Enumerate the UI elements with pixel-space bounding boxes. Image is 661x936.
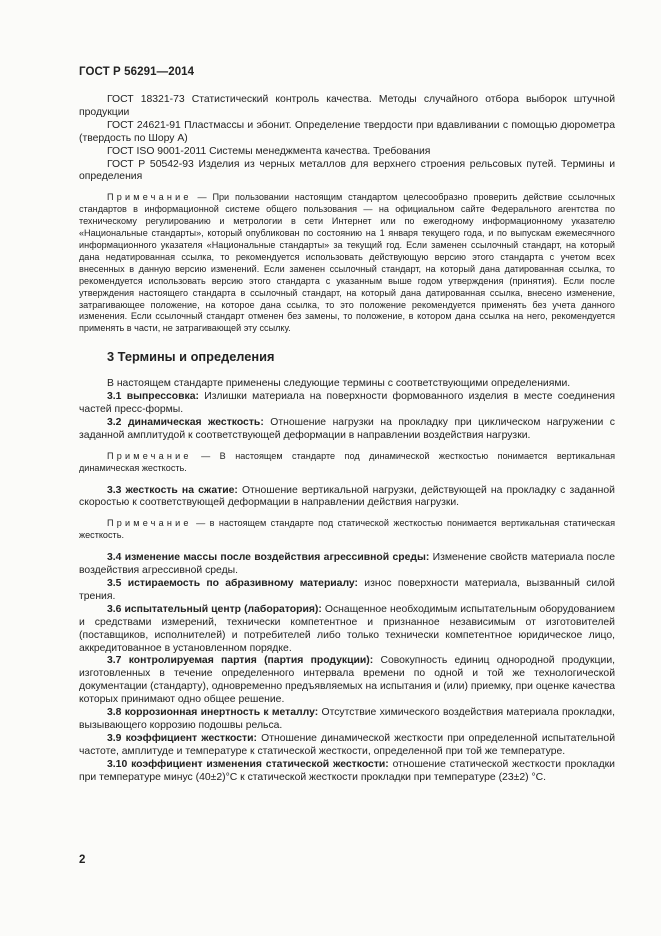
reference-item: ГОСТ 24621-91 Пластмассы и эбонит. Определение твердости при вдавливании с помощью дюрометра (твердость по Шору А) <box>79 119 615 144</box>
term-name: 3.1 выпрессовка: <box>107 391 199 403</box>
section-title: 3 Термины и определения <box>107 349 275 365</box>
term-name: 3.7 контролируемая партия (партия продукции): <box>107 655 374 667</box>
note-label: Примечание <box>107 450 192 461</box>
term-3-7 <box>79 655 615 707</box>
term-name: 3.10 коэффициент изменения статической жесткости: <box>107 758 389 770</box>
term-3-6 <box>79 604 615 656</box>
page-number: 2 <box>79 854 86 866</box>
term-name: 3.8 коррозионная инертность к металлу: <box>107 707 319 719</box>
term-definition: износ поверхности материала, вызванный силой трения. <box>79 578 615 602</box>
term-definition: Отношение динамической жесткости при определенной испытательной частоте, амплитуде и температуре к статической жесткости, определенной при той же температуре. <box>79 732 615 757</box>
page-content <box>79 94 615 785</box>
term-3-8 <box>79 707 615 733</box>
term-3-2 <box>79 417 615 443</box>
term-definition: Отсутствие химического воздействия материала прокладки, вызывающего коррозию подошвы рельса. <box>79 707 615 731</box>
term-definition: Оснащенное необходимым испытательным оборудованием и средствами измерений, технически компетентное и признанное независимым от изготовителей (поставщиков, исполнителей) и потребителей либо только технически компетентное юридическое лицо, аккредитованное в установленном порядке. <box>79 603 615 654</box>
term-definition: отношение статической жесткости прокладки при температуре минус (40±2)°С к статической жесткости прокладки при температуре (23±2) °С. <box>79 758 615 783</box>
note-static-stiffness <box>79 518 615 542</box>
term-name: 3.4 изменение массы после воздействия агрессивной среды: <box>107 552 430 564</box>
note-text: — В настоящем стандарте под динамической жесткостью понимается вертикальная динамическая жесткость. <box>79 450 615 473</box>
term-3-9 <box>79 733 615 759</box>
section-intro: В настоящем стандарте применены следующие термины с соответствующими определениями. <box>107 378 571 390</box>
term-name: 3.9 коэффициент жесткости: <box>107 732 257 744</box>
term-name: 3.3 жесткость на сжатие: <box>107 484 238 496</box>
reference-item: ГОСТ Р 50542-93 Изделия из черных металлов для верхнего строения рельсовых путей. Термины и определения <box>79 158 615 183</box>
term-3-10 <box>79 759 615 785</box>
term-definition: Отношение нагрузки на прокладку при циклическом нагружении с заданной амплитудой к соответствующей деформации в направлении воздействия нагрузки. <box>79 416 615 441</box>
reference-item: ГОСТ 18321-73 Статистический контроль качества. Методы случайного отбора выборок штучной продукции <box>79 94 615 118</box>
term-3-4 <box>79 552 615 578</box>
note-references <box>79 192 615 335</box>
term-definition: Совокупность единиц однородной продукции, изготовленных в течение определенного интервала времени по одной и той же технологической документации (стандарту), одновременно предъявляемых на испытания и (или) приемку, при оценке качества которых принимают одно общее решение. <box>79 655 616 706</box>
reference-item: ГОСТ ISO 9001-2011 Системы менеджмента качества. Требования <box>107 145 431 157</box>
term-name: 3.5 истираемость по абразивному материалу: <box>107 578 359 589</box>
normative-references <box>79 94 615 184</box>
document-header: ГОСТ Р 56291—2014 <box>79 66 195 78</box>
term-name: 3.2 динамическая жесткость: <box>107 416 264 428</box>
note-label: Примечание <box>107 518 192 529</box>
term-definition: Отношение вертикальной нагрузки, действующей на прокладку с заданной скоростью к соответствующей деформации в направлении действия нагрузки. <box>79 484 615 509</box>
note-text: — в настоящем стандарте под статической жесткостью понимается вертикальная статическая жесткость. <box>79 518 615 541</box>
term-definition: Изменение свойств материала после воздействия агрессивной среды. <box>79 552 615 577</box>
term-3-3 <box>79 485 615 511</box>
term-3-1 <box>79 391 615 417</box>
note-dynamic-stiffness <box>79 451 615 475</box>
term-definition: Излишки материала на поверхности формованного изделия в месте соединения частей пресс-формы. <box>79 391 615 416</box>
note-text: — При пользовании настоящим стандартом целесообразно проверить действие ссылочных стандартов в информационной системе общего пользования — на официальном сайте Федерального агентства по техническому регулированию и метрологии в сети Интернет или по ежегодному информационному указателю «Национальные стандарты», который опубликован по состоянию на 1 января текущего года, и по выпускам ежемесячного информационного указателя «Национальные стандарты» за текущий год. Если заменен ссылочный стандарт, на который дана недатированная ссылка, то рекомендуется использовать действующую версию этого стандарта с учетом всех внесенных в данную версию изменений. Если заменен ссылочный стандарт, на который дана датированная ссылка, то рекомендуется использовать версию этого стандарта с указанным выше годом утверждения (принятия). Если после утверждения настоящего стандарта в ссылочный стандарт, на который дана датированная ссылка, внесено изменение, затрагивающее положение, на которое дана ссылка, то это положение рекомендуется применять без учета данного изменения. Если ссылочный стандарт отменен без замены, то положение, в котором дана ссылка на него, рекомендуется применять в части, не затрагивающей эту ссылку. <box>79 192 615 334</box>
term-3-5 <box>79 578 615 604</box>
note-label: Примечание <box>107 192 192 203</box>
term-name: 3.6 испытательный центр (лаборатория): <box>107 603 322 615</box>
